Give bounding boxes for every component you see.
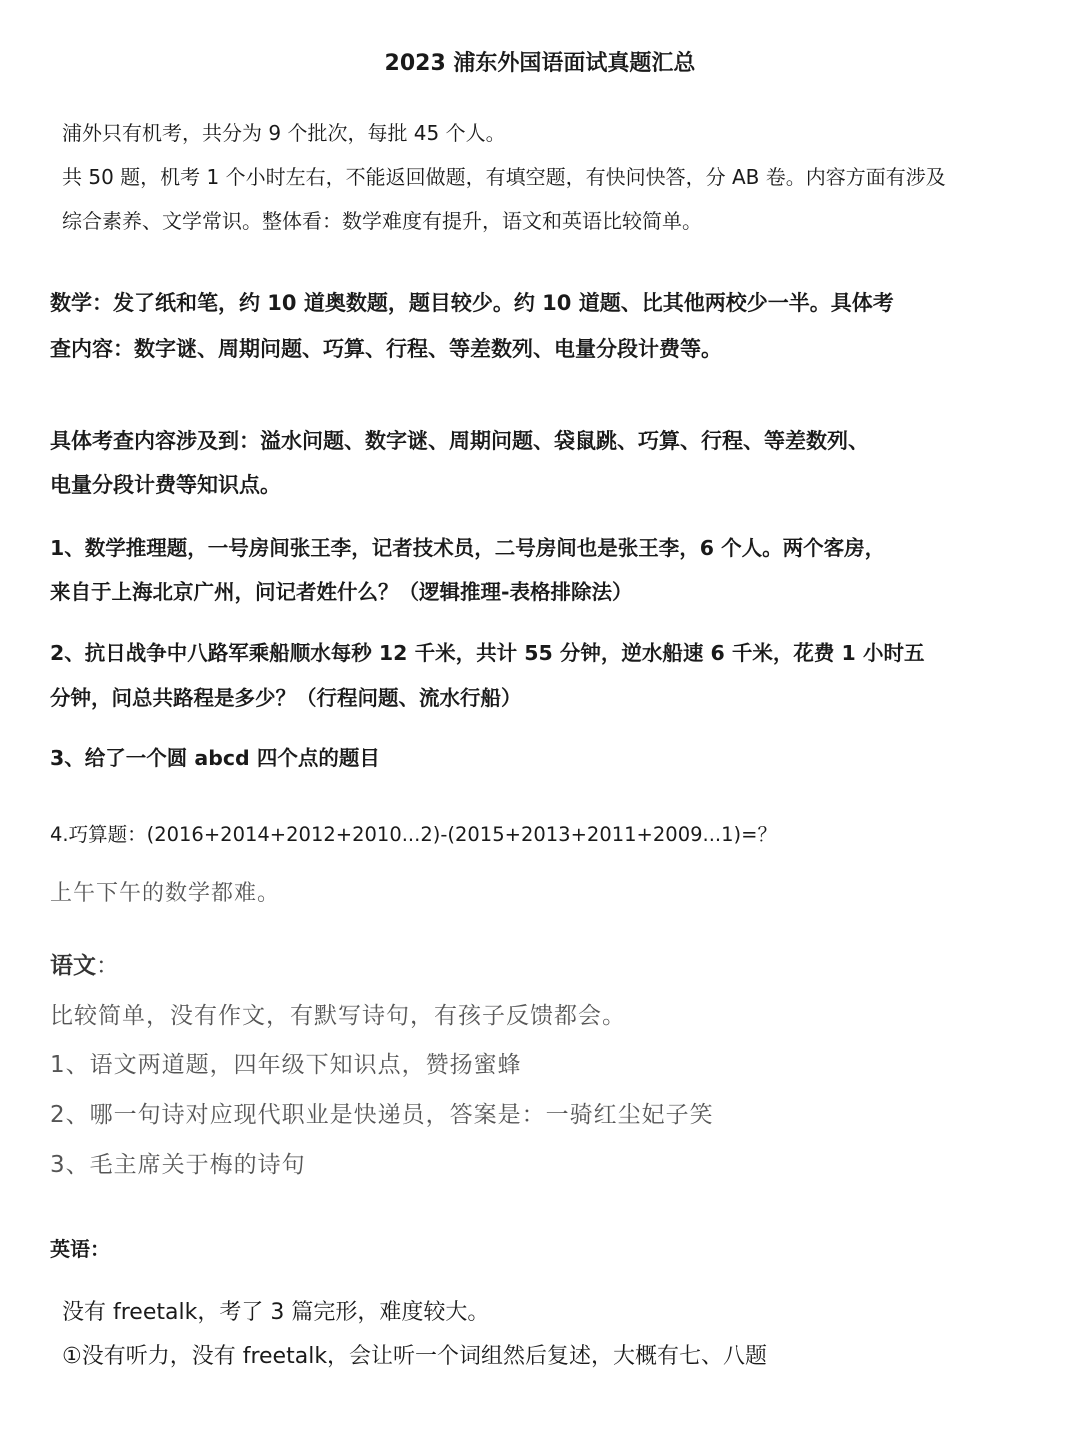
intro-line-3: 综合素养、文学常识。整体看：数学难度有提升，语文和英语比较简单。 [62, 209, 702, 233]
chinese-item-3: 3、毛主席关于梅的诗句 [50, 1152, 306, 1178]
chinese-colon: ： [96, 953, 119, 979]
intro-line-2: 共 50 题，机考 1 个小时左右，不能返回做题，有填空题，有快问快答，分 AB 卷。内容方面有涉及 [62, 165, 946, 189]
math-question-2-line-2: 分钟，问总共路程是多少？（行程问题、流水行船） [50, 686, 522, 710]
chinese-label: 语文 [50, 953, 96, 979]
math-question-2-line-1: 2、抗日战争中八路军乘船顺水每秒 12 千米，共计 55 分钟，逆水船速 6 千米，花费 1 小时五 [50, 641, 925, 665]
math-topics-line-2: 电量分段计费等知识点。 [50, 473, 281, 497]
chinese-item-1: 1、语文两道题，四年级下知识点，赞扬蜜蜂 [50, 1052, 522, 1078]
chinese-heading [50, 947, 119, 980]
english-line-1: 没有 freetalk，考了 3 篇完形，难度较大。 [62, 1300, 490, 1325]
math-question-1-line-2: 来自于上海北京广州，问记者姓什么？（逻辑推理-表格排除法） [50, 580, 633, 604]
math-label: 数学 [50, 291, 92, 315]
math-question-1-line-1: 1、数学推理题，一号房间张王李，记者技术员，二号房间也是张王李，6 个人。两个客房， [50, 536, 886, 560]
math-summary-line-2: 查内容：数字谜、周期问题、巧算、行程、等差数列、电量分段计费等。 [50, 337, 722, 361]
math-topics-line-1: 具体考查内容涉及到：溢水问题、数字谜、周期问题、袋鼠跳、巧算、行程、等差数列、 [50, 429, 869, 453]
english-line-2: ①没有听力，没有 freetalk，会让听一个词组然后复述，大概有七、八题 [62, 1344, 768, 1369]
intro-line-1: 浦外只有机考，共分为 9 个批次，每批 45 个人。 [62, 121, 506, 145]
math-note: 上午下午的数学都难。 [50, 881, 281, 906]
chinese-item-2: 2、哪一句诗对应现代职业是快递员，答案是：一骑红尘妃子笑 [50, 1102, 714, 1128]
math-summary-text: ：发了纸和笔，约 10 道奥数题，题目较少。约 10 道题、比其他两校少一半。具体考 [92, 291, 894, 315]
document-title: 2023 浦东外国语面试真题汇总 [384, 51, 696, 76]
math-question-4: 4.巧算题：(2016+2014+2012+2010...2)-(2015+2013+2011+2009...1)=？ [50, 823, 777, 846]
math-summary-line-1 [50, 287, 894, 317]
chinese-summary: 比较简单，没有作文，有默写诗句，有孩子反馈都会。 [50, 1003, 626, 1029]
math-question-3: 3、给了一个圆 abcd 四个点的题目 [50, 746, 380, 770]
english-heading: 英语： [50, 1237, 110, 1261]
